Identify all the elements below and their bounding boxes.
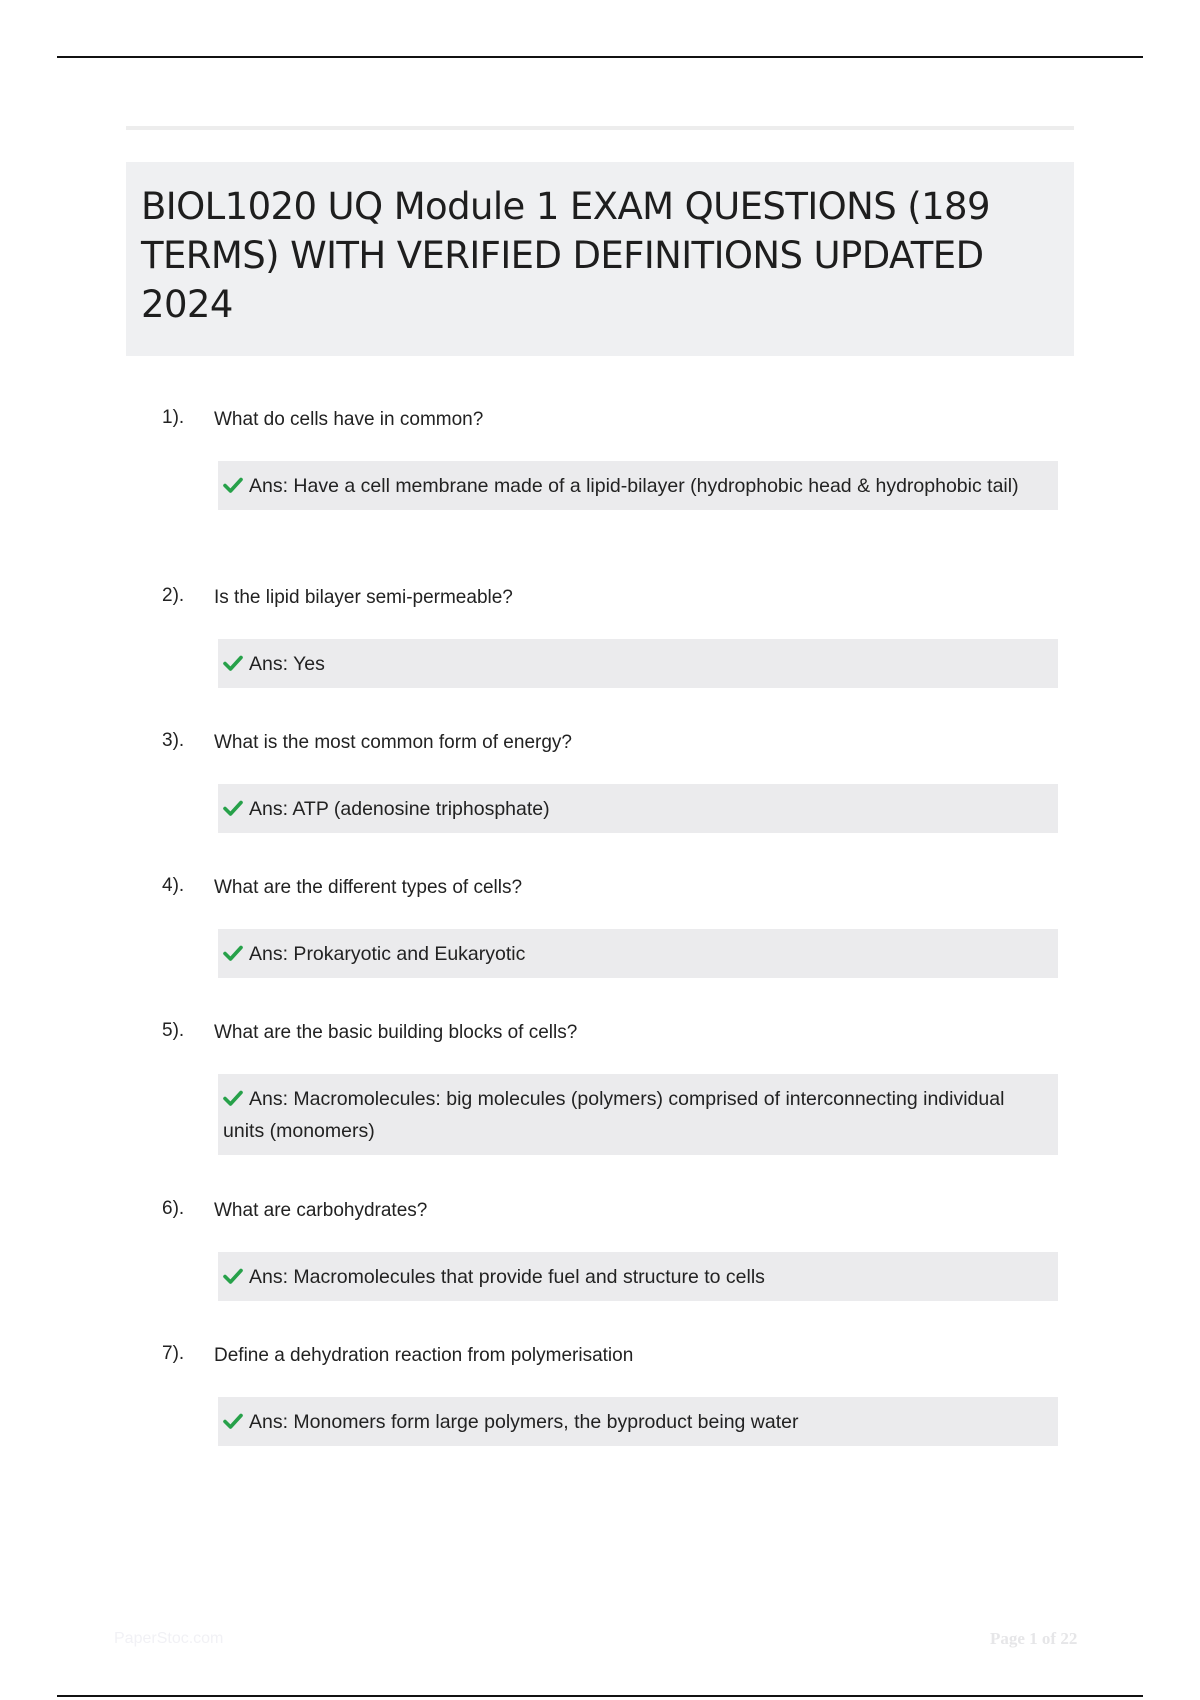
question-item — [0, 873, 1200, 1018]
question-text: Is the lipid bilayer semi-permeable? — [214, 587, 513, 608]
question-text: What are carbohydrates? — [214, 1200, 428, 1221]
answer-text: Ans: Have a cell membrane made of a lipid-bilayer (hydrophobic head & hydrophobic tail) — [249, 475, 1019, 497]
question-text: What is the most common form of energy? — [214, 732, 572, 753]
question-item — [0, 1018, 1200, 1196]
check-icon — [223, 1412, 245, 1430]
answer-box — [218, 1074, 1058, 1155]
question-number: 2). — [162, 585, 185, 606]
answer-box — [218, 929, 1058, 978]
question-item — [0, 405, 1200, 583]
answer-text: Ans: Prokaryotic and Eukaryotic — [249, 943, 526, 965]
question-text: What are the basic building blocks of cells? — [214, 1022, 578, 1043]
answer-text: Ans: Monomers form large polymers, the byproduct being water — [249, 1411, 799, 1433]
answer-box — [218, 639, 1058, 688]
check-icon — [223, 476, 245, 494]
check-icon — [223, 654, 245, 672]
answer-text: Ans: ATP (adenosine triphosphate) — [249, 798, 550, 820]
question-number: 7). — [162, 1343, 185, 1364]
question-number: 4). — [162, 875, 185, 896]
question-list — [0, 405, 1200, 1486]
title-separator — [126, 126, 1074, 130]
question-text: What do cells have in common? — [214, 409, 484, 430]
question-number: 5). — [162, 1020, 185, 1041]
document-title: BIOL1020 UQ Module 1 EXAM QUESTIONS (189 TERMS) WITH VERIFIED DEFINITIONS UPDATED 2024 — [141, 185, 990, 326]
answer-box — [218, 1252, 1058, 1301]
check-icon — [223, 1089, 245, 1107]
check-icon — [223, 1267, 245, 1285]
answer-box — [218, 1397, 1058, 1446]
question-item — [0, 1341, 1200, 1486]
question-item — [0, 583, 1200, 728]
question-text: Define a dehydration reaction from polymerisation — [214, 1345, 634, 1366]
top-rule — [57, 56, 1143, 58]
answer-text: Ans: Yes — [249, 653, 325, 675]
answer-box — [218, 784, 1058, 833]
watermark: PaperStoc.com — [114, 1630, 224, 1647]
answer-box — [218, 461, 1058, 510]
question-number: 6). — [162, 1198, 185, 1219]
question-number: 1). — [162, 407, 185, 428]
answer-text: Ans: Macromolecules: big molecules (polymers) comprised of interconnecting individual units (monomers) — [223, 1088, 1005, 1142]
title-box — [126, 162, 1074, 356]
bottom-rule — [57, 1695, 1143, 1697]
check-icon — [223, 944, 245, 962]
check-icon — [223, 799, 245, 817]
question-item — [0, 1196, 1200, 1341]
question-number: 3). — [162, 730, 185, 751]
page-number: Page 1 of 22 — [990, 1629, 1078, 1648]
question-item — [0, 728, 1200, 873]
answer-text: Ans: Macromolecules that provide fuel and structure to cells — [249, 1266, 765, 1288]
question-text: What are the different types of cells? — [214, 877, 523, 898]
